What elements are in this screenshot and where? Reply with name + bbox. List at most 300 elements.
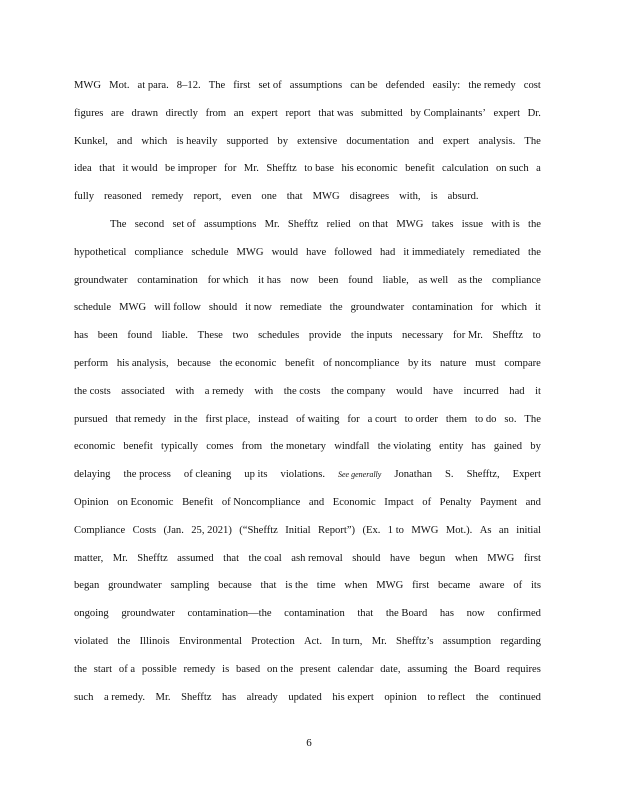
word: a [536, 163, 541, 175]
word: 1 to [387, 524, 404, 536]
word: Initial [285, 524, 311, 536]
word: supported [226, 135, 269, 147]
word: submitted [360, 107, 403, 119]
word: must [475, 357, 496, 369]
word: has [471, 441, 486, 453]
word: it immediately [403, 246, 465, 258]
word: report, [193, 191, 222, 203]
text-line-19 [74, 576, 541, 604]
word: time [316, 580, 336, 592]
word: the monetary [270, 441, 326, 453]
word: and [308, 496, 325, 508]
word: first [412, 580, 430, 592]
word: assuming [407, 663, 448, 675]
word: by Complainants’ [410, 107, 486, 119]
word: to do [474, 413, 497, 425]
text-line-17 [74, 521, 541, 549]
word: schedule [74, 302, 112, 314]
word: schedule [191, 246, 229, 258]
word: Illinois [139, 635, 170, 647]
word: Impact [384, 496, 414, 508]
word: with [254, 385, 274, 397]
word: up its [244, 469, 268, 481]
word: that was [318, 107, 354, 119]
word: when [454, 552, 478, 564]
word: for Mr. [452, 330, 483, 342]
word: The [524, 135, 541, 147]
word: the [117, 635, 131, 647]
word: it now [245, 302, 272, 314]
word: is the [285, 580, 308, 592]
word: is [430, 191, 438, 203]
text-line-6 [74, 215, 541, 243]
word: it [535, 385, 541, 397]
word: Mr. [112, 552, 128, 564]
word: Mr. [264, 218, 280, 230]
word: on Economic [117, 496, 174, 508]
word: fully [74, 191, 95, 203]
word: as the [457, 274, 483, 286]
word: two [232, 330, 249, 342]
word: are [111, 107, 124, 119]
word: the [475, 691, 489, 703]
word: found [348, 274, 373, 286]
word: The [524, 413, 541, 425]
word: aware [479, 580, 505, 592]
word: now [290, 274, 309, 286]
word: his expert [332, 691, 374, 703]
word: Opinion [74, 496, 109, 508]
text-line-3 [74, 132, 541, 160]
word: have [432, 385, 453, 397]
word: Mr. [371, 635, 387, 647]
word: have [306, 246, 327, 258]
word: that [286, 191, 303, 203]
word: MWG [236, 246, 264, 258]
word: it would [122, 163, 158, 175]
word: which [501, 302, 527, 314]
word: opinion [384, 691, 417, 703]
word: set of [172, 218, 196, 230]
word: for which [207, 274, 249, 286]
word: MWG [396, 218, 424, 230]
word: nature [439, 357, 467, 369]
word: because [177, 357, 211, 369]
word: of [422, 496, 432, 508]
word: Jonathan [394, 469, 432, 481]
word: easily: [432, 80, 461, 91]
word: Mot. [109, 80, 130, 91]
word: the inputs [350, 330, 393, 342]
word: remediate [279, 302, 322, 314]
word: instead [258, 413, 289, 425]
word: have [389, 552, 410, 564]
word: an [233, 107, 244, 119]
word: Payment [480, 496, 518, 508]
word: schedules [258, 330, 300, 342]
text-line-16 [74, 493, 541, 521]
word: Environmental [178, 635, 242, 647]
word: Board [474, 663, 500, 675]
word: The [110, 218, 127, 230]
text-line-22 [74, 660, 541, 688]
text-line-10 [74, 326, 541, 354]
word: violated [74, 635, 109, 647]
word: Costs [132, 524, 157, 536]
word: that [260, 580, 277, 592]
word: because [218, 580, 252, 592]
word: sampling [170, 580, 210, 592]
word: cost [523, 80, 541, 91]
word: Mot.). [445, 524, 473, 536]
word: set of [258, 80, 282, 91]
word: it has [258, 274, 281, 286]
word: defended [385, 80, 425, 91]
word: the violating [377, 441, 431, 453]
word: MWG [411, 524, 439, 536]
word: 25, 2021) [191, 524, 232, 536]
word: by [530, 441, 541, 453]
word: so. [504, 413, 517, 425]
word: the coal [248, 552, 282, 564]
word: first [523, 552, 541, 564]
word: would [271, 246, 299, 258]
word: can be [350, 80, 378, 91]
word: windfall [334, 441, 370, 453]
word: Penalty [439, 496, 472, 508]
word: of [513, 580, 523, 592]
word: the costs [74, 385, 111, 397]
word: expert [442, 135, 470, 147]
word: that [357, 608, 374, 620]
word: benefit [284, 357, 315, 369]
word: Dr. [527, 107, 541, 119]
word: for [347, 413, 360, 425]
word: has [439, 608, 454, 620]
word: by its [407, 357, 432, 369]
word: Mr. [243, 163, 259, 175]
word: As [479, 524, 492, 536]
word: an [498, 524, 509, 536]
word: Shefftz [287, 218, 319, 230]
word: (Jan. [163, 524, 184, 536]
word: Protection [251, 635, 295, 647]
word: first [233, 80, 251, 91]
word: The [208, 80, 226, 91]
word: began [74, 580, 100, 592]
word: one [261, 191, 277, 203]
word: calendar [337, 663, 374, 675]
word: typically [161, 441, 199, 453]
word: as well [418, 274, 449, 286]
word: liable. [161, 330, 188, 342]
word: the process [123, 469, 171, 481]
text-line-5 [74, 187, 541, 215]
text-line-2 [74, 104, 541, 132]
word: present [300, 663, 331, 675]
word: its [530, 580, 541, 592]
word: when [344, 580, 368, 592]
citation-signal: See generally [338, 470, 382, 480]
word: groundwater [121, 608, 175, 620]
word: in the [173, 413, 198, 425]
word: (Ex. [362, 524, 381, 536]
word: These [197, 330, 223, 342]
word: Shefftz’s [396, 635, 434, 647]
word: MWG [487, 552, 515, 564]
word: assumption [442, 635, 492, 647]
word: Mr. [155, 691, 171, 703]
word: and [525, 496, 541, 508]
word: date, [380, 663, 401, 675]
word: Kunkel, [74, 135, 108, 147]
word: is heavily [176, 135, 218, 147]
word: should [208, 302, 238, 314]
word: Shefftz [492, 330, 523, 342]
word: based [236, 663, 261, 675]
word: necessary [402, 330, 444, 342]
word: entity [439, 441, 464, 453]
word: the remedy [468, 80, 516, 91]
word: groundwater [74, 274, 128, 286]
text-line-1 [74, 76, 541, 104]
word: compliance [134, 246, 184, 258]
word: such [74, 691, 94, 703]
word: from [241, 441, 263, 453]
word: the costs [283, 385, 321, 397]
word: Shefftz [181, 691, 212, 703]
word: compliance [492, 274, 541, 286]
word: idea [74, 163, 92, 175]
word: expert [493, 107, 521, 119]
text-line-8 [74, 271, 541, 299]
word: start [93, 663, 113, 675]
word: 8–12. [176, 80, 201, 91]
word: from [205, 107, 227, 119]
text-line-15 [74, 465, 541, 493]
word: possible [141, 663, 177, 675]
word: his economic [341, 163, 398, 175]
word: has [221, 691, 237, 703]
word: remedy [151, 191, 184, 203]
word: remediated [472, 246, 520, 258]
word: assumed [177, 552, 214, 564]
word: (“Shefftz [239, 524, 278, 536]
word: the Board [385, 608, 428, 620]
word: analysis. [478, 135, 516, 147]
word: Shefftz [266, 163, 297, 175]
word: contamination [284, 608, 345, 620]
text-line-11 [74, 354, 541, 382]
word: now [466, 608, 485, 620]
word: Report”) [317, 524, 356, 536]
word: of Noncompliance [221, 496, 301, 508]
word: his analysis, [116, 357, 169, 369]
word: Shefftz, [466, 469, 500, 481]
word: the [74, 663, 87, 675]
word: groundwater [350, 302, 405, 314]
word: that [223, 552, 240, 564]
word: initial [516, 524, 541, 536]
word: of a [118, 663, 136, 675]
word: comes [206, 441, 234, 453]
word: became [438, 580, 471, 592]
word: on such [496, 163, 529, 175]
word: a remedy [204, 385, 244, 397]
word: disagrees [349, 191, 390, 203]
word: assumptions [203, 218, 257, 230]
word: MWG [312, 191, 340, 203]
word: absurd. [447, 191, 479, 203]
word: Shefftz [137, 552, 168, 564]
word: S. [445, 469, 454, 481]
text-line-4 [74, 159, 541, 187]
text-line-12 [74, 382, 541, 410]
word: directly [165, 107, 198, 119]
word: Benefit [182, 496, 214, 508]
word: found [127, 330, 153, 342]
word: even [231, 191, 252, 203]
word: with [175, 385, 195, 397]
word: of waiting [296, 413, 340, 425]
text-line-9 [74, 298, 541, 326]
word: regarding [500, 635, 541, 647]
word: second [134, 218, 165, 230]
word: on that [358, 218, 389, 230]
text-line-14 [74, 437, 541, 465]
word: followed [334, 246, 372, 258]
word: be improper [165, 163, 217, 175]
word: assumptions [289, 80, 343, 91]
word: issue [461, 218, 483, 230]
word: begun [419, 552, 446, 564]
word: a court [367, 413, 397, 425]
word: had [509, 385, 525, 397]
word: of cleaning [183, 469, 232, 481]
word: Act. [304, 635, 322, 647]
word: the economic [219, 357, 277, 369]
word: and [418, 135, 434, 147]
word: relied [326, 218, 351, 230]
word: matter, [74, 552, 104, 564]
word: documentation [346, 135, 410, 147]
word: contamination [412, 302, 473, 314]
word: been [318, 274, 339, 286]
word: ongoing [74, 608, 109, 620]
word: delaying [74, 469, 111, 481]
word: continued [499, 691, 541, 703]
word: for [224, 163, 237, 175]
word: Economic [332, 496, 376, 508]
word: has [74, 330, 89, 342]
word: the [454, 663, 468, 675]
word: economic [74, 441, 116, 453]
word: for [480, 302, 494, 314]
word: takes [431, 218, 454, 230]
word: In turn, [331, 635, 363, 647]
word: that remedy [115, 413, 166, 425]
word: the company [331, 385, 386, 397]
word: by [277, 135, 289, 147]
word: of noncompliance [323, 357, 400, 369]
word: is [222, 663, 230, 675]
word: gained [493, 441, 523, 453]
word: it [534, 302, 541, 314]
word: to [532, 330, 541, 342]
word: updated [288, 691, 322, 703]
word: Compliance [74, 524, 126, 536]
word: Expert [512, 469, 541, 481]
word: compare [504, 357, 541, 369]
word: violations. [280, 469, 325, 481]
word: liable, [382, 274, 409, 286]
word: that [99, 163, 116, 175]
word: with, [399, 191, 421, 203]
word: associated [121, 385, 165, 397]
word: incurred [463, 385, 499, 397]
text-line-23 [74, 688, 541, 716]
page-number: 6 [306, 737, 312, 749]
word: benefit [123, 441, 153, 453]
word: with is [491, 218, 520, 230]
word: pursued [74, 413, 108, 425]
word: extensive [297, 135, 338, 147]
text-line-13 [74, 410, 541, 438]
word: benefit [405, 163, 435, 175]
word: provide [308, 330, 342, 342]
word: report [285, 107, 311, 119]
word: the [329, 302, 343, 314]
text-line-18 [74, 549, 541, 577]
word: hypothetical [74, 246, 127, 258]
word: should [352, 552, 381, 564]
word: requires [506, 663, 541, 675]
body-text [74, 76, 541, 715]
text-line-7 [74, 243, 541, 271]
word: and [116, 135, 133, 147]
word: the [528, 246, 541, 258]
word: groundwater [108, 580, 162, 592]
word: had [379, 246, 396, 258]
word: at para. [137, 80, 169, 91]
word: MWG [74, 80, 102, 91]
word: expert [251, 107, 278, 119]
word: on the [267, 663, 294, 675]
word: to order [404, 413, 438, 425]
text-line-20 [74, 604, 541, 632]
word: will follow [154, 302, 201, 314]
word: to base [304, 163, 334, 175]
word: contamination—the [187, 608, 272, 620]
word: MWG [119, 302, 147, 314]
word: drawn [131, 107, 159, 119]
text-line-21 [74, 632, 541, 660]
word: been [97, 330, 118, 342]
word: confirmed [497, 608, 541, 620]
word: already [246, 691, 278, 703]
word: remedy [183, 663, 216, 675]
word: calculation [442, 163, 489, 175]
word: figures [74, 107, 104, 119]
word: perform [74, 357, 109, 369]
word: MWG [376, 580, 404, 592]
word: reasoned [104, 191, 142, 203]
word: which [141, 135, 168, 147]
word: contamination [137, 274, 198, 286]
word: a remedy. [103, 691, 146, 703]
word: the [528, 218, 541, 230]
word: to reflect [427, 691, 466, 703]
